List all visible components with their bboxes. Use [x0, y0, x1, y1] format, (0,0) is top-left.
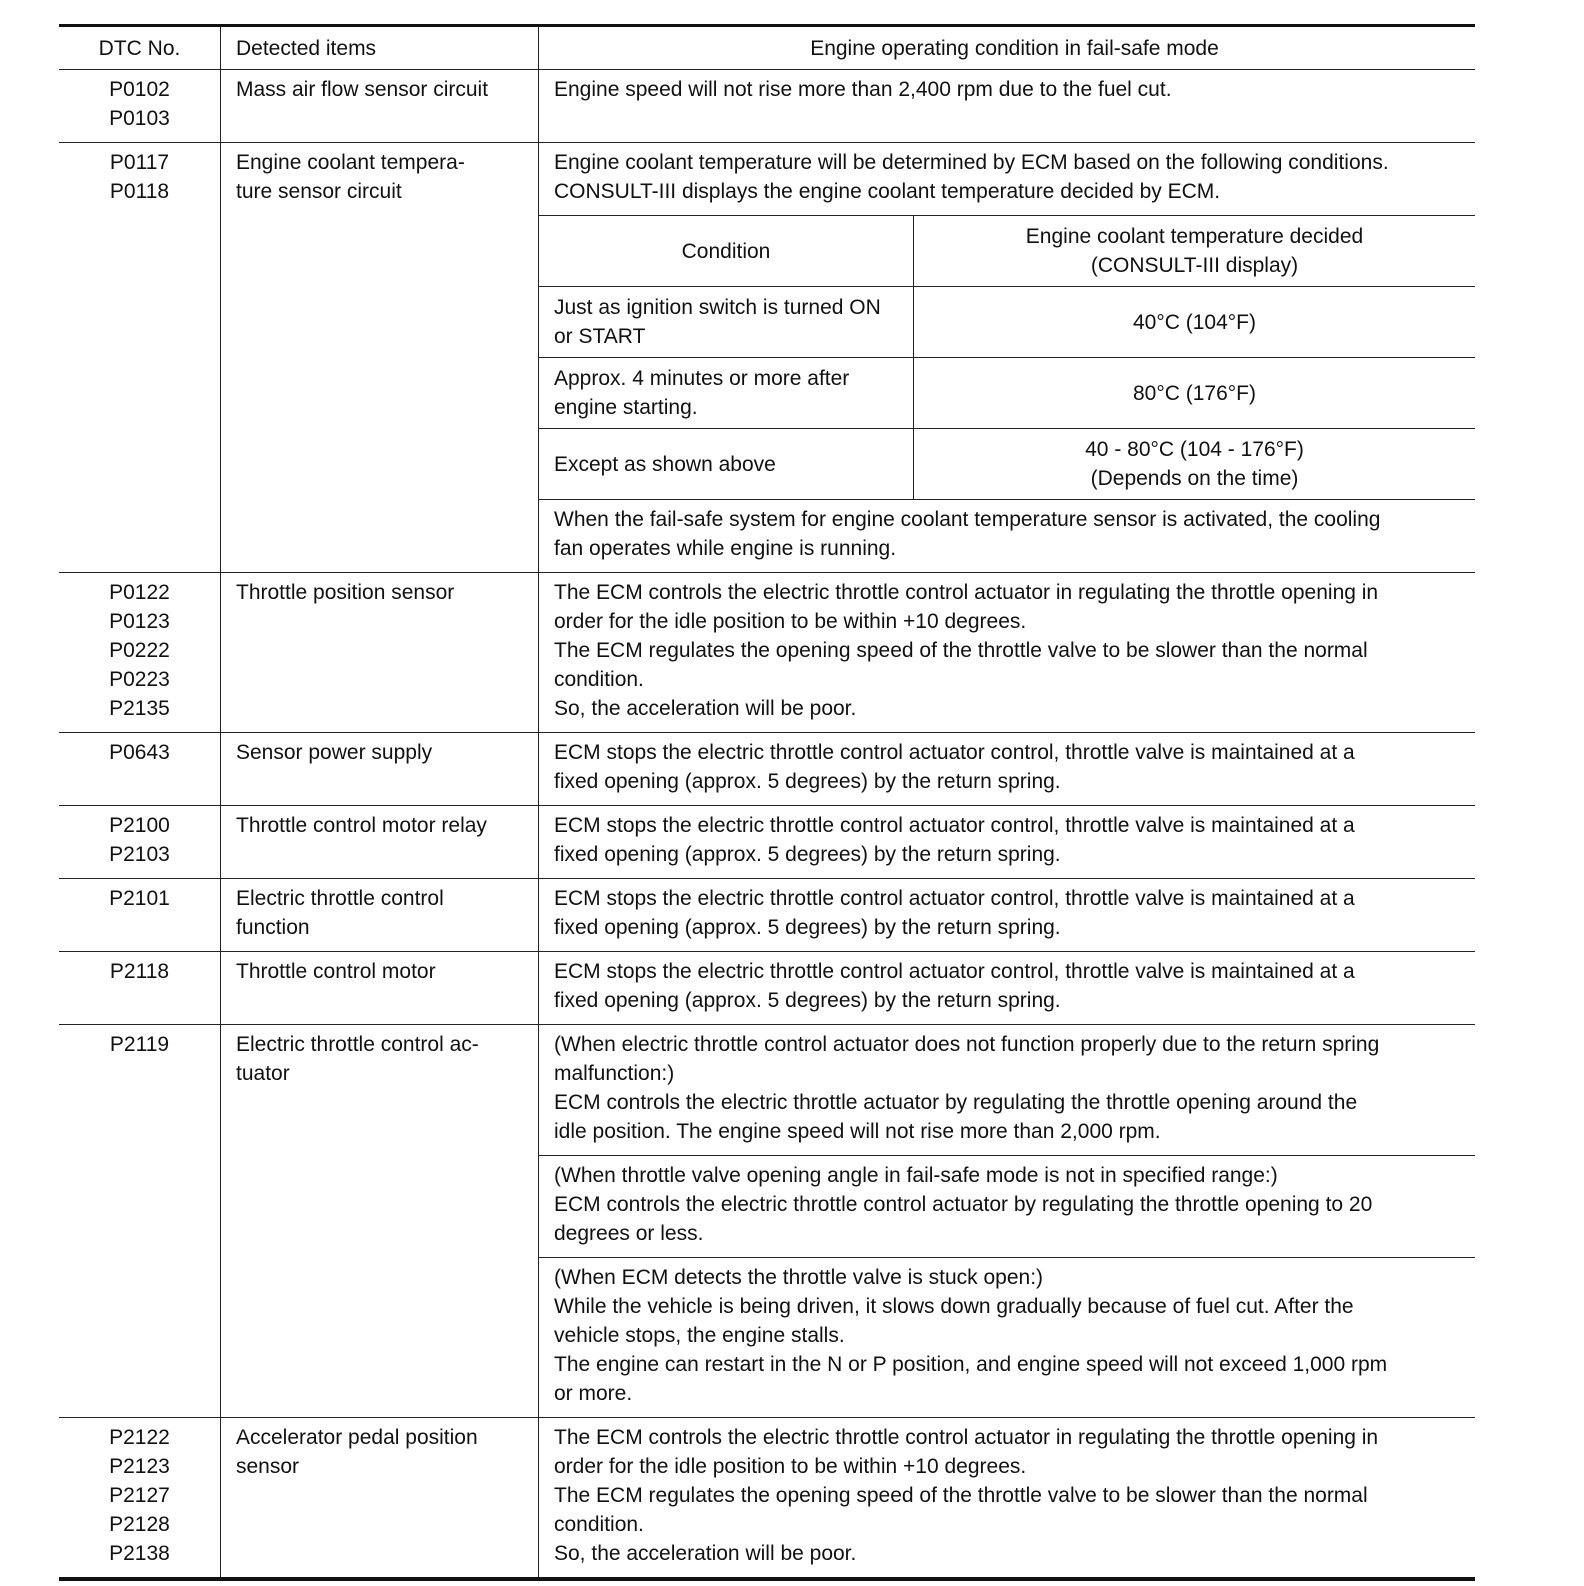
- dtc-code: P2122: [109, 1426, 170, 1449]
- table-row: [59, 1418, 1475, 1580]
- table-row: [59, 1025, 1475, 1418]
- detected-item: [221, 1418, 539, 1580]
- dtc-code: P2118: [109, 960, 170, 983]
- dtc-code: P0222: [109, 639, 170, 662]
- text-line: The ECM regulates the opening speed of the throttle valve to be slower than the normal: [554, 639, 1368, 662]
- text-line: The ECM regulates the opening speed of the throttle valve to be slower than the normal: [554, 1484, 1368, 1507]
- condition-paragraph: [539, 1156, 1475, 1258]
- inner-table-row: [539, 429, 1475, 500]
- dtc-code: P2119: [109, 1033, 170, 1056]
- dtc-code: P0643: [109, 741, 170, 764]
- inner-table-row: [539, 358, 1475, 429]
- detected-item: Throttle control motor: [221, 952, 539, 1025]
- inner-header-row: [539, 216, 1475, 287]
- table-row: [59, 573, 1475, 733]
- dtc-codes: [59, 573, 221, 733]
- text-line: The engine can restart in the N or P position, and engine speed will not exceed 1,000 rpm: [554, 1353, 1388, 1376]
- text-line: or START: [554, 325, 646, 348]
- detected-item: [221, 879, 539, 952]
- dtc-code: P0117: [109, 151, 170, 174]
- text-line: Except as shown above: [554, 452, 776, 476]
- text-line: tuator: [236, 1062, 290, 1085]
- condition-text: [539, 952, 1476, 1025]
- dtc-code: P2135: [109, 697, 170, 720]
- fail-safe-table: [59, 24, 1475, 1581]
- table-row: [59, 70, 1475, 143]
- text-line: Accelerator pedal position: [236, 1426, 478, 1449]
- table-row: [59, 879, 1475, 952]
- dtc-code: P2103: [109, 843, 170, 866]
- dtc-code: P0103: [109, 107, 170, 130]
- coolant-intro: [539, 143, 1475, 216]
- inner-temperature: [914, 287, 1476, 358]
- text-line: CONSULT-III displays the engine coolant temperature decided by ECM.: [554, 180, 1221, 203]
- detected-item: Mass air flow sensor circuit: [221, 70, 539, 143]
- text-line: The ECM controls the electric throttle control actuator in regulating the throttle opening in: [554, 1426, 1379, 1449]
- dtc-code: P2127: [109, 1484, 170, 1507]
- text-line: (When throttle valve opening angle in fail-safe mode is not in specified range:): [554, 1164, 1278, 1187]
- text-line: 40°C (104°F): [1132, 310, 1256, 334]
- text-line: degrees or less.: [554, 1222, 704, 1245]
- text-line: Engine coolant tempera-: [236, 151, 465, 174]
- table-row: [59, 952, 1475, 1025]
- header-dtc-no: DTC No.: [59, 26, 221, 70]
- text-line: order for the idle position to be within +10 degrees.: [554, 610, 1027, 633]
- inner-table-row: [539, 287, 1475, 358]
- text-line: ECM stops the electric throttle control actuator control, throttle valve is maintained at a: [554, 741, 1355, 764]
- dtc-code: P0118: [109, 180, 170, 203]
- text-line: idle position. The engine speed will not rise more than 2,000 rpm.: [554, 1120, 1161, 1143]
- table-row: [59, 143, 1475, 573]
- text-line: Engine speed will not rise more than 2,400 rpm due to the fuel cut.: [554, 78, 1172, 101]
- text-line: ECM stops the electric throttle control actuator control, throttle valve is maintained at a: [554, 887, 1355, 910]
- inner-condition: [539, 287, 914, 358]
- dtc-code: P0223: [109, 668, 170, 691]
- table-row: [59, 806, 1475, 879]
- detected-item: Sensor power supply: [221, 733, 539, 806]
- text-line: So, the acceleration will be poor.: [554, 697, 857, 720]
- condition-text: [539, 573, 1476, 733]
- condition-text: [539, 806, 1476, 879]
- text-line: (When ECM detects the throttle valve is stuck open:): [554, 1266, 1044, 1289]
- text-line: Just as ignition switch is turned ON: [554, 296, 881, 319]
- text-line: fixed opening (approx. 5 degrees) by the return spring.: [554, 770, 1061, 793]
- detected-item: [221, 143, 539, 573]
- condition-text: [539, 733, 1476, 806]
- condition-cell: [539, 143, 1476, 573]
- text-line: The ECM controls the electric throttle control actuator in regulating the throttle opening in: [554, 581, 1379, 604]
- condition-paragraph: [539, 1025, 1475, 1156]
- coolant-outro: [539, 500, 1475, 572]
- text-line: Engine coolant temperature will be determined by ECM based on the following conditions.: [554, 151, 1389, 174]
- text-line: ECM stops the electric throttle control actuator control, throttle valve is maintained at a: [554, 960, 1355, 983]
- detected-item: Throttle position sensor: [221, 573, 539, 733]
- dtc-code: P2128: [109, 1513, 170, 1536]
- text-line: 40 - 80°C (104 - 176°F): [1085, 438, 1304, 461]
- text-line: sensor: [236, 1455, 300, 1478]
- dtc-codes: [59, 70, 221, 143]
- dtc-codes: [59, 1418, 221, 1580]
- text-line: fixed opening (approx. 5 degrees) by the return spring.: [554, 916, 1061, 939]
- text-line: (CONSULT-III display): [1090, 254, 1299, 277]
- inner-temperature: [914, 358, 1476, 429]
- condition-text: [539, 879, 1476, 952]
- dtc-codes: [59, 1025, 221, 1418]
- dtc-code: P2123: [109, 1455, 170, 1478]
- text-line: While the vehicle is being driven, it slows down gradually because of fuel cut. After the: [554, 1295, 1354, 1318]
- dtc-codes: [59, 806, 221, 879]
- text-line: (When electric throttle control actuator does not function properly due to the return spring: [554, 1033, 1380, 1056]
- dtc-code: P2138: [109, 1542, 170, 1565]
- condition-paragraph: [539, 1258, 1475, 1417]
- detected-item: [221, 1025, 539, 1418]
- text-line: So, the acceleration will be poor.: [554, 1542, 857, 1565]
- text-line: condition.: [554, 668, 644, 691]
- text-line: or more.: [554, 1382, 633, 1405]
- inner-condition: [539, 429, 914, 500]
- text-line: fan operates while engine is running.: [554, 537, 897, 560]
- dtc-code: P0123: [109, 610, 170, 633]
- dtc-codes: [59, 143, 221, 573]
- header-detected-items: Detected items: [221, 26, 539, 70]
- text-line: vehicle stops, the engine stalls.: [554, 1324, 845, 1347]
- table-row: [59, 733, 1475, 806]
- text-line: fixed opening (approx. 5 degrees) by the return spring.: [554, 843, 1061, 866]
- header-engine-condition: Engine operating condition in fail-safe mode: [539, 26, 1476, 70]
- dtc-codes: [59, 733, 221, 806]
- inner-temperature: [914, 429, 1476, 500]
- text-line: Electric throttle control: [236, 887, 444, 910]
- text-line: order for the idle position to be within +10 degrees.: [554, 1455, 1027, 1478]
- dtc-codes: [59, 952, 221, 1025]
- text-line: Approx. 4 minutes or more after: [554, 367, 850, 390]
- coolant-temperature-table: [539, 216, 1475, 500]
- text-line: ECM controls the electric throttle control actuator by regulating the throttle opening to 20: [554, 1193, 1373, 1216]
- condition-cell: [539, 1025, 1476, 1418]
- condition-text: [539, 1418, 1476, 1580]
- dtc-code: P0122: [109, 581, 170, 604]
- text-line: malfunction:): [554, 1062, 675, 1085]
- dtc-codes: [59, 879, 221, 952]
- inner-header-temperature: [914, 216, 1476, 287]
- text-line: ture sensor circuit: [236, 180, 402, 203]
- dtc-code: P2100: [109, 814, 170, 837]
- text-line: ECM stops the electric throttle control actuator control, throttle valve is maintained at a: [554, 814, 1355, 837]
- text-line: engine starting.: [554, 396, 698, 419]
- text-line: (Depends on the time): [1090, 467, 1299, 490]
- text-line: When the fail-safe system for engine coolant temperature sensor is activated, the cooling: [554, 508, 1381, 531]
- text-line: Electric throttle control ac-: [236, 1033, 479, 1056]
- table-header-row: [59, 26, 1475, 70]
- text-line: function: [236, 916, 310, 939]
- inner-header-condition: Condition: [539, 216, 914, 287]
- condition-text: [539, 70, 1476, 143]
- dtc-code: P0102: [109, 78, 170, 101]
- text-line: condition.: [554, 1513, 644, 1536]
- inner-condition: [539, 358, 914, 429]
- dtc-code: P2101: [109, 887, 170, 910]
- text-line: 80°C (176°F): [1132, 381, 1256, 405]
- text-line: fixed opening (approx. 5 degrees) by the return spring.: [554, 989, 1061, 1012]
- text-line: ECM controls the electric throttle actuator by regulating the throttle opening around the: [554, 1091, 1358, 1114]
- text-line: Engine coolant temperature decided: [1025, 225, 1364, 248]
- detected-item: Throttle control motor relay: [221, 806, 539, 879]
